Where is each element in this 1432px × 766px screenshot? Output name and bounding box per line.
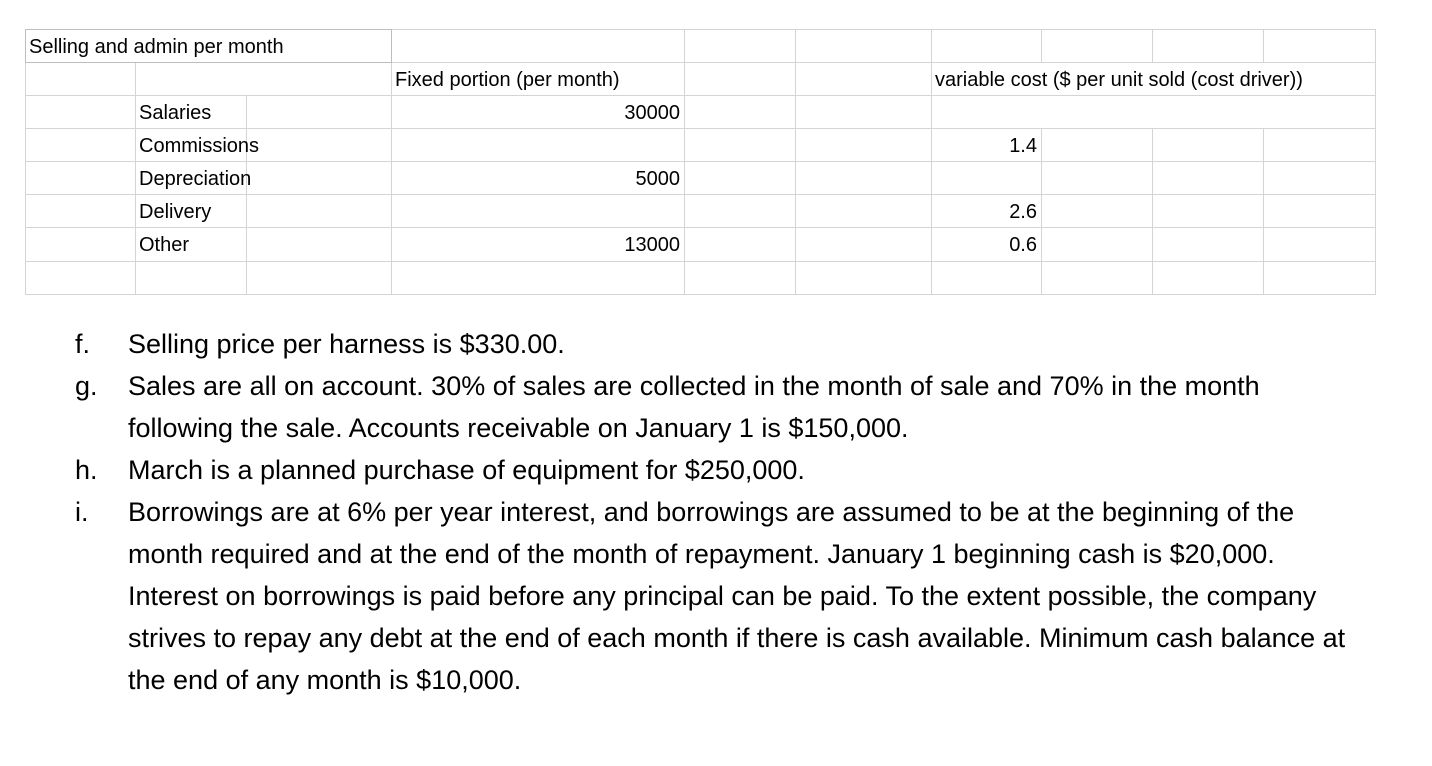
fixed-value-delivery	[391, 194, 684, 227]
fixed-value-commissions	[391, 128, 684, 161]
note-item	[0, 449, 1432, 491]
note-text: March is a planned purchase of equipment for $250,000.	[128, 455, 805, 485]
note-marker: h.	[75, 455, 98, 485]
notes-list	[0, 323, 1432, 701]
grid-line	[1263, 128, 1264, 295]
variable-value-other: 0.6	[1009, 234, 1037, 256]
note-text: Borrowings are at 6% per year interest, and borrowings are assumed to be at the beginning of the month required and at the end of the month of repayment. January 1 beginning cash is $20,000. Interest on borrowings is paid before any principal can be paid. To the extent possible, the company strives to repay any debt at the end of each month if there is cash available. Minimum cash balance at the end of any month is $10,000.	[128, 497, 1346, 695]
note-item	[0, 323, 1432, 365]
grid-line	[25, 294, 1376, 295]
grid-line	[1041, 29, 1042, 62]
spreadsheet-table	[25, 29, 1376, 295]
row-label-delivery: Delivery	[139, 201, 212, 223]
row-label-salaries: Salaries	[139, 102, 212, 124]
row-label-depreciation: Depreciation	[139, 168, 252, 190]
note-text: Sales are all on account. 30% of sales are collected in the month of sale and 70% in the month following the sale. Accounts receivable on January 1 is $150,000.	[128, 371, 1260, 443]
variable-value-commissions: 1.4	[1009, 135, 1037, 157]
grid-line	[684, 29, 685, 295]
note-marker: f.	[75, 329, 91, 359]
grid-line	[1041, 128, 1042, 295]
variable-value-depreciation	[931, 161, 1041, 194]
note-marker: i.	[75, 497, 89, 527]
note-marker: g.	[75, 371, 98, 401]
note-item	[0, 365, 1432, 449]
grid-line	[1152, 128, 1153, 295]
variable-value-salaries	[931, 95, 1041, 128]
grid-line	[25, 261, 1376, 262]
table-title: Selling and admin per month	[29, 36, 284, 58]
note-item	[0, 491, 1432, 701]
grid-line	[1152, 29, 1153, 62]
row-label-commissions: Commissions	[139, 135, 260, 157]
header-fixed-portion: Fixed portion (per month)	[395, 69, 620, 91]
grid-line	[1263, 29, 1264, 62]
fixed-value-salaries: 30000	[624, 102, 680, 124]
row-label-other: Other	[139, 234, 190, 256]
grid-line	[246, 95, 247, 295]
grid-line	[795, 29, 796, 295]
note-text: Selling price per harness is $330.00.	[128, 329, 565, 359]
header-variable-cost: variable cost ($ per unit sold (cost driver))	[935, 69, 1303, 91]
fixed-value-depreciation: 5000	[635, 168, 680, 190]
fixed-value-other: 13000	[624, 234, 680, 256]
grid-line	[25, 29, 26, 295]
variable-value-delivery: 2.6	[1009, 201, 1037, 223]
